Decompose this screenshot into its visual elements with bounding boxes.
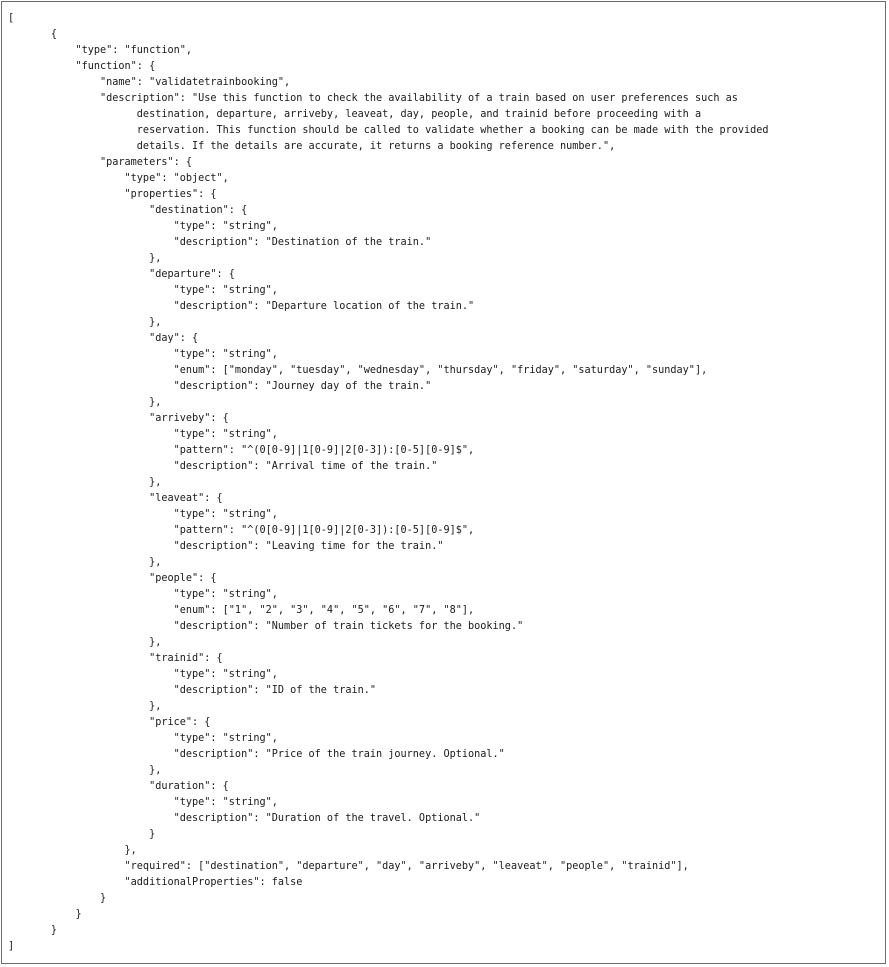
code-panel — [1, 1, 886, 964]
code-line: "description": "ID of the train." — [8, 685, 377, 696]
code-line: "description": "Departure location of the train." — [8, 301, 475, 312]
code-line: }, — [8, 845, 137, 856]
code-line: ] — [8, 941, 15, 952]
code-line: "type": "string", — [8, 669, 278, 680]
code-line: "enum": ["monday", "tuesday", "wednesday", "thursday", "friday", "saturday", "sunday"], — [8, 365, 708, 376]
code-line: }, — [8, 317, 162, 328]
code-line: "trainid": { — [8, 653, 223, 664]
code-line: } — [8, 829, 156, 840]
code-line: "type": "string", — [8, 429, 278, 440]
code-line: "destination": { — [8, 205, 248, 216]
code-line: "additionalProperties": false — [8, 877, 303, 888]
code-line: }, — [8, 701, 162, 712]
code-block — [8, 11, 881, 955]
code-line: reservation. This function should be called to validate whether a booking can be made with the provided — [8, 125, 769, 136]
code-line: "description": "Journey day of the train." — [8, 381, 432, 392]
code-line: destination, departure, arriveby, leaveat, day, people, and trainid before proceeding with a — [8, 109, 702, 120]
code-line: "required": ["destination", "departure", "day", "arriveby", "leaveat", "people", "trainid"], — [8, 861, 689, 872]
code-line: "properties": { — [8, 189, 217, 200]
code-line: "departure": { — [8, 269, 235, 280]
code-line: "duration": { — [8, 781, 229, 792]
code-line: "description": "Destination of the train." — [8, 237, 432, 248]
code-line: }, — [8, 557, 162, 568]
code-line: "pattern": "^(0[0-9]|1[0-9]|2[0-3]):[0-5][0-9]$", — [8, 525, 475, 536]
code-line: "type": "string", — [8, 797, 278, 808]
code-line: "type": "string", — [8, 285, 278, 296]
code-line: "type": "string", — [8, 733, 278, 744]
code-line: "description": "Use this function to check the availability of a train based on user preferences such as — [8, 93, 738, 104]
code-line: "description": "Leaving time for the train." — [8, 541, 444, 552]
code-line: "type": "string", — [8, 589, 278, 600]
code-line: "description": "Price of the train journey. Optional." — [8, 749, 505, 760]
code-line: "parameters": { — [8, 157, 193, 168]
code-line: "type": "string", — [8, 221, 278, 232]
code-line: "description": "Duration of the travel. Optional." — [8, 813, 481, 824]
code-line: "pattern": "^(0[0-9]|1[0-9]|2[0-3]):[0-5][0-9]$", — [8, 445, 475, 456]
code-line: { — [8, 29, 58, 40]
code-line: "type": "string", — [8, 509, 278, 520]
code-line: details. If the details are accurate, it returns a booking reference number.", — [8, 141, 616, 152]
code-line: "type": "function", — [8, 45, 193, 56]
code-line: "function": { — [8, 61, 156, 72]
code-line: "arriveby": { — [8, 413, 229, 424]
code-line: }, — [8, 253, 162, 264]
code-line: } — [8, 893, 107, 904]
code-line: "type": "string", — [8, 349, 278, 360]
code-line: "people": { — [8, 573, 217, 584]
code-line: "enum": ["1", "2", "3", "4", "5", "6", "7", "8"], — [8, 605, 475, 616]
code-line: "leaveat": { — [8, 493, 223, 504]
code-line: [ — [8, 13, 15, 24]
code-line: "description": "Number of train tickets for the booking." — [8, 621, 524, 632]
code-line: } — [8, 925, 58, 936]
code-line: "price": { — [8, 717, 211, 728]
code-line: }, — [8, 637, 162, 648]
code-line: "name": "validatetrainbooking", — [8, 77, 291, 88]
code-line: "type": "object", — [8, 173, 229, 184]
code-line: "day": { — [8, 333, 199, 344]
code-line: }, — [8, 397, 162, 408]
code-line: "description": "Arrival time of the train." — [8, 461, 438, 472]
code-line: }, — [8, 765, 162, 776]
code-line: } — [8, 909, 82, 920]
code-line: }, — [8, 477, 162, 488]
